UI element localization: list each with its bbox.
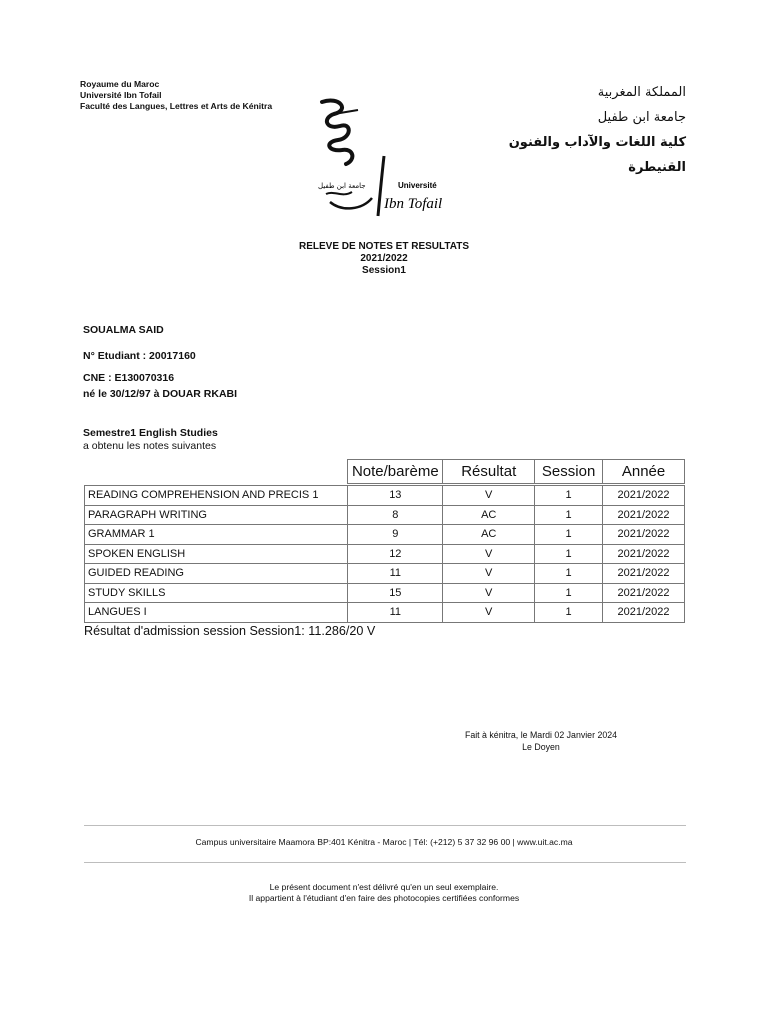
- grades-table: [84, 459, 685, 623]
- student-cne: CNE : E130070316: [83, 372, 175, 384]
- header-ar-university: جامعة ابن طفيل: [597, 110, 686, 125]
- module-name: STUDY SKILLS: [85, 583, 348, 603]
- table-row: [85, 544, 685, 564]
- module-session: 1: [535, 564, 603, 584]
- module-note: 13: [348, 486, 443, 506]
- module-year: 2021/2022: [603, 505, 685, 525]
- module-note: 11: [348, 564, 443, 584]
- semester-intro: a obtenu les notes suivantes: [83, 440, 217, 452]
- table-row: [85, 564, 685, 584]
- module-session: 1: [535, 603, 603, 623]
- header-ar-kingdom: المملكة المغربية: [597, 85, 686, 100]
- place-date: Fait à kénitra, le Mardi 02 Janvier 2024: [464, 730, 618, 740]
- module-result: AC: [443, 505, 535, 525]
- header-kingdom: Royaume du Maroc: [80, 79, 160, 89]
- footer-notice-line2: Il appartient à l'étudiant d'en faire des photocopies certifiées conformes: [248, 893, 520, 903]
- semester-info: [83, 427, 218, 453]
- module-result: V: [443, 544, 535, 564]
- table-row: [85, 583, 685, 603]
- header-year: Année: [603, 460, 685, 484]
- module-name: PARAGRAPH WRITING: [85, 505, 348, 525]
- university-logo: [312, 94, 447, 224]
- module-name: READING COMPREHENSION AND PRECIS 1: [85, 486, 348, 506]
- module-name: SPOKEN ENGLISH: [85, 544, 348, 564]
- student-name: SOUALMA SAID: [83, 324, 164, 336]
- module-note: 15: [348, 583, 443, 603]
- footer-notice-line1: Le présent document n'est délivré qu'en un seul exemplaire.: [269, 882, 499, 892]
- module-name: GUIDED READING: [85, 564, 348, 584]
- header-arabic: [509, 80, 686, 180]
- university-logo-mark: [312, 94, 447, 224]
- logo-text-ar: جامعة ابن طفيل: [318, 182, 366, 190]
- module-year: 2021/2022: [603, 603, 685, 623]
- module-note: 11: [348, 603, 443, 623]
- table-row: [85, 505, 685, 525]
- module-note: 9: [348, 525, 443, 545]
- module-year: 2021/2022: [603, 525, 685, 545]
- header-session: Session: [535, 460, 603, 484]
- module-session: 1: [535, 486, 603, 506]
- footer-divider-top: [84, 825, 686, 826]
- semester-label: Semestre1 English Studies: [83, 427, 218, 439]
- logo-text-fr: Université: [398, 181, 437, 190]
- signature-block: [460, 729, 622, 753]
- header-ar-faculty: كلية اللغات والآداب والفنون: [508, 135, 686, 150]
- module-name: GRAMMAR 1: [85, 525, 348, 545]
- footer-address: Campus universitaire Maamora BP:401 Kénitra - Maroc | Tél: (+212) 5 37 32 96 00 | www.uit.ac.ma: [195, 837, 573, 847]
- module-session: 1: [535, 544, 603, 564]
- footer-divider-bottom: [84, 862, 686, 863]
- module-result: V: [443, 583, 535, 603]
- header-french: [80, 79, 272, 112]
- module-year: 2021/2022: [603, 564, 685, 584]
- module-result: V: [443, 603, 535, 623]
- student-birth: né le 30/12/97 à DOUAR RKABI: [83, 388, 238, 400]
- table-row: [85, 603, 685, 623]
- module-result: V: [443, 564, 535, 584]
- title-year: 2021/2022: [360, 253, 408, 264]
- module-session: 1: [535, 525, 603, 545]
- module-year: 2021/2022: [603, 583, 685, 603]
- admission-result: Résultat d'admission session Session1: 11.286/20 V: [84, 624, 376, 638]
- module-note: 12: [348, 544, 443, 564]
- module-year: 2021/2022: [603, 486, 685, 506]
- signer: Le Doyen: [522, 742, 560, 752]
- module-result: V: [443, 486, 535, 506]
- header-faculty: Faculté des Langues, Lettres et Arts de Kénitra: [80, 101, 273, 111]
- module-session: 1: [535, 505, 603, 525]
- header-note: Note/barème: [348, 460, 443, 484]
- footer-notice: [0, 882, 768, 904]
- header-result: Résultat: [443, 460, 535, 484]
- title-main: RELEVE DE NOTES ET RESULTATS: [298, 241, 469, 252]
- header-ar-city: القنيطرة: [628, 160, 686, 175]
- table-row: [85, 525, 685, 545]
- module-result: AC: [443, 525, 535, 545]
- module-note: 8: [348, 505, 443, 525]
- title-session: Session1: [362, 265, 406, 276]
- logo-text-script: Ibn Tofail: [384, 196, 443, 212]
- module-session: 1: [535, 583, 603, 603]
- header-university: Université Ibn Tofail: [80, 90, 162, 100]
- module-name: LANGUES I: [85, 603, 348, 623]
- table-header-row: [85, 460, 685, 484]
- student-id: N° Etudiant : 20017160: [83, 350, 196, 362]
- header-module-blank: [85, 460, 348, 484]
- table-row: [85, 486, 685, 506]
- document-title: [0, 241, 768, 277]
- module-year: 2021/2022: [603, 544, 685, 564]
